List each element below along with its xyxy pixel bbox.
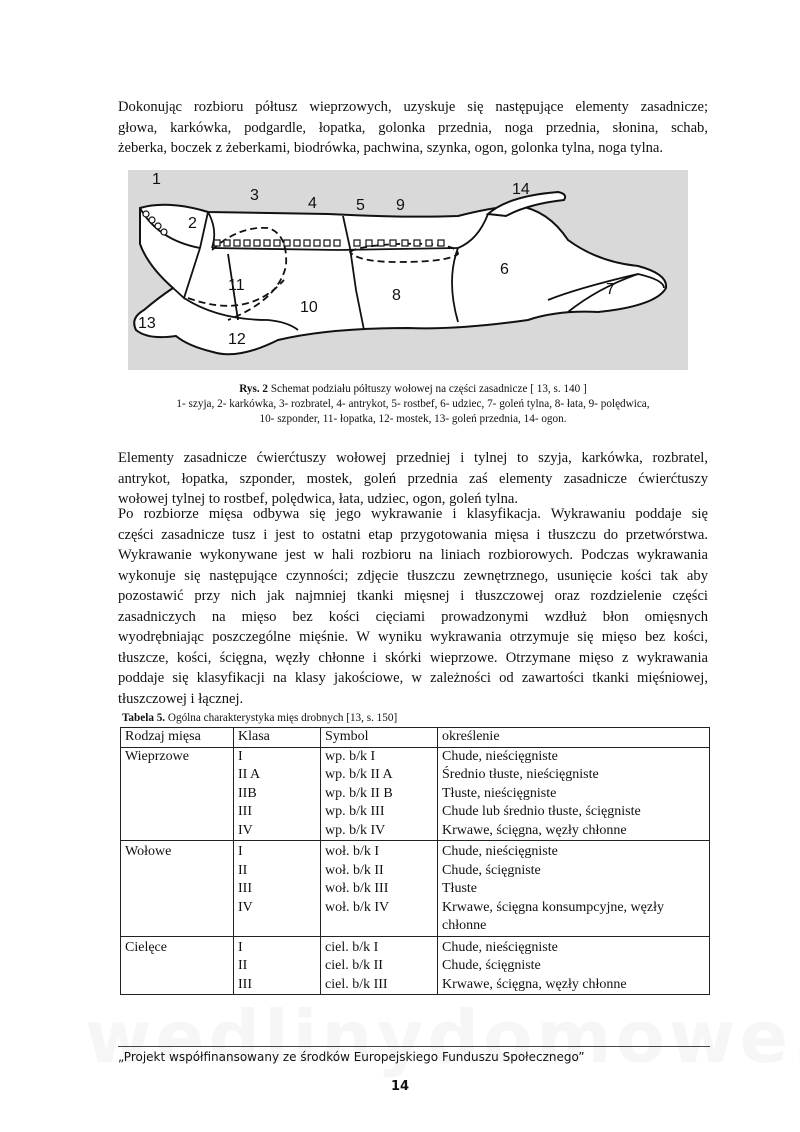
table-cell: Chude, nieścięgniste [438, 747, 710, 766]
footer-note: „Projekt współfinansowany ze środków Europejskiego Funduszu Społecznego” [118, 1050, 585, 1064]
label-3: 3 [250, 187, 259, 204]
beef-carcass-diagram [128, 170, 688, 370]
table-cell: ciel. b/k II [321, 957, 438, 976]
table-cell: ciel. b/k I [321, 936, 438, 957]
label-6: 6 [500, 261, 509, 278]
text-line: Elementy zasadnicze ćwierćtuszy wołowej przedniej i tylnej to szyja, karkówka, rozbratel, [118, 450, 708, 466]
table-cell: III [234, 880, 321, 899]
table-cell: I [234, 747, 321, 766]
table-cell: wp. b/k IV [321, 822, 438, 841]
table-cell: Wołowe [121, 841, 234, 862]
table-cell [121, 803, 234, 822]
table-title: Ogólna charakterystyka mięs drobnych [13, s. 150] [165, 712, 398, 724]
table-cell: wp. b/k I [321, 747, 438, 766]
text-line: antrykot, łopatka, szponder, mostek, goleń przednia zaś elementy zasadnicze ćwierćtuszy [118, 470, 708, 487]
table-cell: II [234, 957, 321, 976]
table-caption [122, 712, 397, 724]
label-9: 9 [396, 197, 405, 214]
label-1: 1 [152, 171, 161, 188]
label-12: 12 [228, 331, 246, 348]
table-cell: ciel. b/k III [321, 976, 438, 995]
table-row [121, 747, 710, 766]
table-cell: IIB [234, 785, 321, 804]
text-line: pozostawić przy nich jak najmniej tkanki mięsnej i tłuszczowej oraz rozdzielenie części [118, 588, 708, 604]
text-line: wołowej tylnej to rostbef, polędwica, łata, udziec, ogon, goleń tylna. [118, 491, 519, 507]
label-4: 4 [308, 195, 317, 212]
table-cell: wp. b/k III [321, 803, 438, 822]
table-row [121, 766, 710, 785]
table-row [121, 976, 710, 995]
table-number: Tabela 5. [122, 712, 166, 724]
table-cell: II A [234, 766, 321, 785]
meat-classification-table [120, 727, 710, 995]
table-row [121, 822, 710, 841]
table-row [121, 841, 710, 862]
column-header: Symbol [321, 728, 438, 748]
figure-number: Rys. 2 [239, 383, 269, 395]
table-cell: III [234, 976, 321, 995]
label-8: 8 [392, 287, 401, 304]
table-cell: II [234, 862, 321, 881]
figure-caption [110, 382, 716, 397]
table-cell [121, 766, 234, 785]
table-cell: Wieprzowe [121, 747, 234, 766]
body-paragraph [118, 504, 708, 709]
label-13: 13 [138, 315, 156, 332]
label-11: 11 [228, 277, 245, 294]
table-cell: Tłuste, nieścięgniste [438, 785, 710, 804]
table-cell: Chude lub średnio tłuste, ścięgniste [438, 803, 710, 822]
text-line: Wykrawanie wykonywane jest w hali rozbioru na liniach rozbiorowych. Podczas wykrawania [118, 547, 708, 563]
figure-legend-line: 10- szponder, 11- łopatka, 12- mostek, 13- goleń przednia, 14- ogon. [259, 413, 567, 425]
table-row [121, 803, 710, 822]
text-line: wykonuje się następujące czynności; zdjęcie tłuszczu zewnętrznego, usunięcie kości tak aby [118, 567, 708, 584]
table-row [121, 862, 710, 881]
table-cell: Średnio tłuste, nieścięgniste [438, 766, 710, 785]
table-row [121, 957, 710, 976]
table-cell: Chude, nieścięgniste [438, 841, 710, 862]
text-line: tłuszczowej i łącznej. [118, 690, 244, 707]
table-row [121, 880, 710, 899]
text-line: części zasadnicze tusz i jest to ostatni etap przygotowania mięsa i tłuszczu do przetwórstwa. [118, 526, 708, 543]
table-cell: III [234, 803, 321, 822]
label-2: 2 [188, 215, 197, 232]
table-cell: Cielęce [121, 936, 234, 957]
table-cell [121, 862, 234, 881]
text-line: zasadniczych na mięso bez kości cięciami prowadzonymi wzdłuż błon omięsnych [118, 608, 708, 625]
label-7: 7 [606, 281, 615, 298]
table-cell [121, 899, 234, 937]
label-10: 10 [300, 299, 318, 316]
table-cell: I [234, 841, 321, 862]
table-row [121, 785, 710, 804]
table-cell: Tłuste [438, 880, 710, 899]
text-line: żeberka, boczek z żeberkami, biodrówka, pachwina, szynka, ogon, golonka tylna, noga tylna. [118, 140, 664, 156]
figure-legend-line: 1- szyja, 2- karkówka, 3- rozbratel, 4- antrykot, 5- rostbef, 6- udziec, 7- goleń tylna, 8- łata, 9- polędwica, [176, 398, 650, 410]
footer-divider [118, 1046, 710, 1047]
table-cell: Chude, ścięgniste [438, 862, 710, 881]
table-cell [121, 785, 234, 804]
table-cell [121, 880, 234, 899]
label-5: 5 [356, 197, 365, 214]
table-cell: Chude, nieścięgniste [438, 936, 710, 957]
table-row [121, 899, 710, 937]
table-cell: woł. b/k I [321, 841, 438, 862]
table-cell: IV [234, 899, 321, 937]
text-line: Po rozbiorze mięsa odbywa się jego wykrawanie i klasyfikacja. Wykrawaniu poddaje się [118, 506, 708, 522]
table-cell: woł. b/k II [321, 862, 438, 881]
table-cell: wp. b/k II A [321, 766, 438, 785]
table-cell: Krwawe, ścięgna, węzły chłonne [438, 822, 710, 841]
page-number: 14 [390, 1079, 410, 1094]
text-line: Dokonując rozbioru półtusz wieprzowych, uzyskuje się następujące elementy zasadnicze; [118, 99, 708, 115]
table-cell [121, 822, 234, 841]
text-line: głowa, karkówka, podgardle, łopatka, golonka przednia, noga przednia, słonina, schab, [118, 119, 708, 136]
column-header: określenie [438, 728, 710, 748]
text-line: tłuszcze, kości, ścięgna, węzły chłonne i skórki wieprzowe. Otrzymane mięso z wykrawania [118, 649, 708, 666]
table-cell: woł. b/k IV [321, 899, 438, 937]
table-cell: wp. b/k II B [321, 785, 438, 804]
text-line: poddaje się klasyfikacji na klasy jakościowe, w zależności od zawartości tkanki mięśniowej, [118, 670, 708, 686]
table-header-row [121, 728, 710, 748]
table-cell: IV [234, 822, 321, 841]
text-line: wyodrębniając poszczególne mięśnie. W wyniku wykrawania otrzymuje się mięso bez kości, [118, 629, 708, 645]
watermark [85, 995, 800, 1079]
column-header: Rodzaj mięsa [121, 728, 234, 748]
table-row [121, 936, 710, 957]
table-cell: Krwawe, ścięgna konsumpcyjne, węzły chłonne [438, 899, 710, 937]
table-cell: I [234, 936, 321, 957]
table-cell: Chude, ścięgniste [438, 957, 710, 976]
figure-title: Schemat podziału półtuszy wołowej na części zasadnicze [ 13, s. 140 ] [268, 383, 587, 395]
column-header: Klasa [234, 728, 321, 748]
table-cell: woł. b/k III [321, 880, 438, 899]
body-paragraph [118, 448, 708, 510]
table-cell [121, 976, 234, 995]
label-14: 14 [512, 181, 530, 198]
table-cell: Krwawe, ścięgna, węzły chłonne [438, 976, 710, 995]
table-cell [121, 957, 234, 976]
intro-paragraph [118, 97, 708, 159]
